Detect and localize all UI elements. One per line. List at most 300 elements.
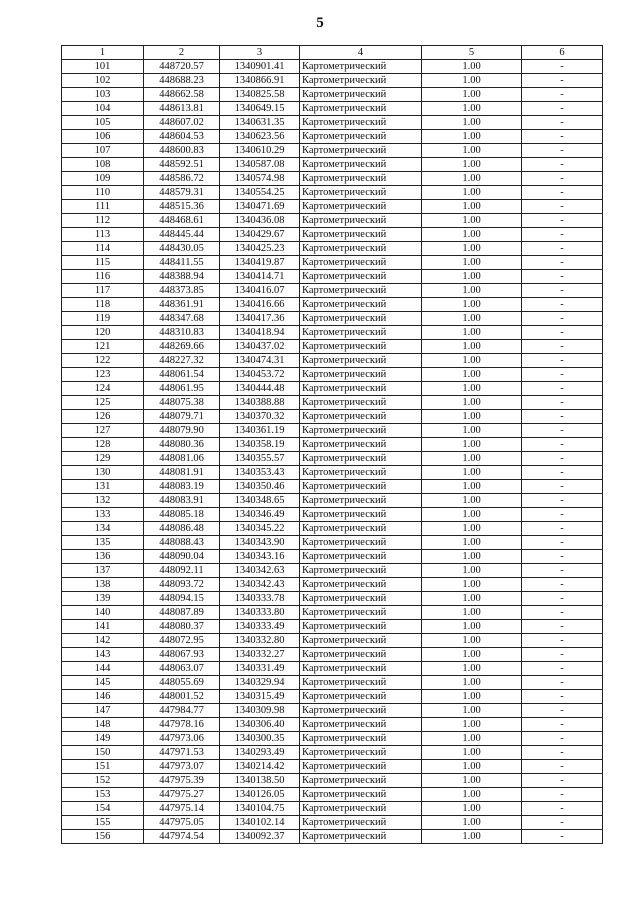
method-cell: Картометрический <box>300 214 422 228</box>
x-coordinate-cell: 448083.91 <box>144 494 220 508</box>
accuracy-cell: 1.00 <box>422 732 522 746</box>
table-row <box>62 102 603 116</box>
y-coordinate-cell: 1340331.49 <box>220 662 300 676</box>
point-number-cell: 118 <box>62 298 144 312</box>
y-coordinate-cell: 1340342.63 <box>220 564 300 578</box>
method-cell: Картометрический <box>300 676 422 690</box>
table-row <box>62 830 603 844</box>
table-row <box>62 228 603 242</box>
accuracy-cell: 1.00 <box>422 802 522 816</box>
x-coordinate-cell: 448085.18 <box>144 508 220 522</box>
note-cell: - <box>522 144 603 158</box>
accuracy-cell: 1.00 <box>422 60 522 74</box>
x-coordinate-cell: 448001.52 <box>144 690 220 704</box>
table-row <box>62 634 603 648</box>
note-cell: - <box>522 648 603 662</box>
note-cell: - <box>522 592 603 606</box>
table-row <box>62 116 603 130</box>
x-coordinate-cell: 448081.06 <box>144 452 220 466</box>
y-coordinate-cell: 1340631.35 <box>220 116 300 130</box>
point-number-cell: 121 <box>62 340 144 354</box>
point-number-cell: 114 <box>62 242 144 256</box>
point-number-cell: 110 <box>62 186 144 200</box>
x-coordinate-cell: 448600.83 <box>144 144 220 158</box>
y-coordinate-cell: 1340293.49 <box>220 746 300 760</box>
note-cell: - <box>522 802 603 816</box>
point-number-cell: 101 <box>62 60 144 74</box>
point-number-cell: 126 <box>62 410 144 424</box>
y-coordinate-cell: 1340345.22 <box>220 522 300 536</box>
method-cell: Картометрический <box>300 746 422 760</box>
point-number-cell: 132 <box>62 494 144 508</box>
table-row <box>62 578 603 592</box>
table-row <box>62 746 603 760</box>
note-cell: - <box>522 284 603 298</box>
accuracy-cell: 1.00 <box>422 522 522 536</box>
note-cell: - <box>522 550 603 564</box>
x-coordinate-cell: 448515.36 <box>144 200 220 214</box>
table-row <box>62 130 603 144</box>
point-number-cell: 140 <box>62 606 144 620</box>
accuracy-cell: 1.00 <box>422 830 522 844</box>
accuracy-cell: 1.00 <box>422 326 522 340</box>
accuracy-cell: 1.00 <box>422 494 522 508</box>
accuracy-cell: 1.00 <box>422 368 522 382</box>
x-coordinate-cell: 448607.02 <box>144 116 220 130</box>
method-cell: Картометрический <box>300 144 422 158</box>
accuracy-cell: 1.00 <box>422 200 522 214</box>
x-coordinate-cell: 447971.53 <box>144 746 220 760</box>
x-coordinate-cell: 448227.32 <box>144 354 220 368</box>
table-row <box>62 424 603 438</box>
table-body <box>62 60 603 844</box>
column-header-1: 1 <box>62 46 144 60</box>
point-number-cell: 137 <box>62 564 144 578</box>
accuracy-cell: 1.00 <box>422 634 522 648</box>
method-cell: Картометрический <box>300 256 422 270</box>
table-row <box>62 802 603 816</box>
table-row <box>62 704 603 718</box>
accuracy-cell: 1.00 <box>422 382 522 396</box>
x-coordinate-cell: 448586.72 <box>144 172 220 186</box>
method-cell: Картометрический <box>300 522 422 536</box>
point-number-cell: 153 <box>62 788 144 802</box>
accuracy-cell: 1.00 <box>422 438 522 452</box>
method-cell: Картометрический <box>300 592 422 606</box>
column-header-5: 5 <box>422 46 522 60</box>
point-number-cell: 138 <box>62 578 144 592</box>
note-cell: - <box>522 172 603 186</box>
point-number-cell: 135 <box>62 536 144 550</box>
note-cell: - <box>522 74 603 88</box>
x-coordinate-cell: 448063.07 <box>144 662 220 676</box>
table-row <box>62 340 603 354</box>
x-coordinate-cell: 448361.91 <box>144 298 220 312</box>
point-number-cell: 120 <box>62 326 144 340</box>
x-coordinate-cell: 448592.51 <box>144 158 220 172</box>
y-coordinate-cell: 1340416.07 <box>220 284 300 298</box>
accuracy-cell: 1.00 <box>422 606 522 620</box>
point-number-cell: 107 <box>62 144 144 158</box>
accuracy-cell: 1.00 <box>422 158 522 172</box>
note-cell: - <box>522 368 603 382</box>
note-cell: - <box>522 438 603 452</box>
x-coordinate-cell: 448373.85 <box>144 284 220 298</box>
accuracy-cell: 1.00 <box>422 774 522 788</box>
point-number-cell: 136 <box>62 550 144 564</box>
point-number-cell: 145 <box>62 676 144 690</box>
table-row <box>62 606 603 620</box>
accuracy-cell: 1.00 <box>422 102 522 116</box>
point-number-cell: 103 <box>62 88 144 102</box>
x-coordinate-cell: 448061.54 <box>144 368 220 382</box>
method-cell: Картометрический <box>300 172 422 186</box>
y-coordinate-cell: 1340333.49 <box>220 620 300 634</box>
accuracy-cell: 1.00 <box>422 788 522 802</box>
point-number-cell: 131 <box>62 480 144 494</box>
table-row <box>62 592 603 606</box>
table-row <box>62 172 603 186</box>
method-cell: Картометрический <box>300 452 422 466</box>
y-coordinate-cell: 1340419.87 <box>220 256 300 270</box>
point-number-cell: 127 <box>62 424 144 438</box>
method-cell: Картометрический <box>300 788 422 802</box>
y-coordinate-cell: 1340342.43 <box>220 578 300 592</box>
y-coordinate-cell: 1340346.49 <box>220 508 300 522</box>
y-coordinate-cell: 1340126.05 <box>220 788 300 802</box>
accuracy-cell: 1.00 <box>422 186 522 200</box>
table-row <box>62 60 603 74</box>
column-header-3: 3 <box>220 46 300 60</box>
method-cell: Картометрический <box>300 578 422 592</box>
accuracy-cell: 1.00 <box>422 662 522 676</box>
method-cell: Картометрический <box>300 326 422 340</box>
accuracy-cell: 1.00 <box>422 284 522 298</box>
table-row <box>62 298 603 312</box>
note-cell: - <box>522 718 603 732</box>
note-cell: - <box>522 60 603 74</box>
y-coordinate-cell: 1340361.19 <box>220 424 300 438</box>
y-coordinate-cell: 1340429.67 <box>220 228 300 242</box>
table-row <box>62 620 603 634</box>
point-number-cell: 133 <box>62 508 144 522</box>
note-cell: - <box>522 774 603 788</box>
method-cell: Картометрический <box>300 88 422 102</box>
x-coordinate-cell: 448081.91 <box>144 466 220 480</box>
note-cell: - <box>522 760 603 774</box>
note-cell: - <box>522 214 603 228</box>
y-coordinate-cell: 1340444.48 <box>220 382 300 396</box>
note-cell: - <box>522 690 603 704</box>
note-cell: - <box>522 382 603 396</box>
table-row <box>62 144 603 158</box>
note-cell: - <box>522 466 603 480</box>
method-cell: Картометрический <box>300 466 422 480</box>
point-number-cell: 116 <box>62 270 144 284</box>
table-row <box>62 438 603 452</box>
point-number-cell: 141 <box>62 620 144 634</box>
x-coordinate-cell: 448080.37 <box>144 620 220 634</box>
point-number-cell: 134 <box>62 522 144 536</box>
y-coordinate-cell: 1340306.40 <box>220 718 300 732</box>
y-coordinate-cell: 1340370.32 <box>220 410 300 424</box>
point-number-cell: 115 <box>62 256 144 270</box>
note-cell: - <box>522 200 603 214</box>
accuracy-cell: 1.00 <box>422 130 522 144</box>
table-row <box>62 494 603 508</box>
x-coordinate-cell: 448072.95 <box>144 634 220 648</box>
note-cell: - <box>522 830 603 844</box>
x-coordinate-cell: 448093.72 <box>144 578 220 592</box>
accuracy-cell: 1.00 <box>422 312 522 326</box>
y-coordinate-cell: 1340355.57 <box>220 452 300 466</box>
note-cell: - <box>522 704 603 718</box>
note-cell: - <box>522 424 603 438</box>
x-coordinate-cell: 448720.57 <box>144 60 220 74</box>
method-cell: Картометрический <box>300 480 422 494</box>
point-number-cell: 113 <box>62 228 144 242</box>
y-coordinate-cell: 1340332.80 <box>220 634 300 648</box>
method-cell: Картометрический <box>300 564 422 578</box>
method-cell: Картометрический <box>300 830 422 844</box>
accuracy-cell: 1.00 <box>422 116 522 130</box>
note-cell: - <box>522 396 603 410</box>
y-coordinate-cell: 1340436.08 <box>220 214 300 228</box>
table-row <box>62 718 603 732</box>
method-cell: Картометрический <box>300 116 422 130</box>
accuracy-cell: 1.00 <box>422 410 522 424</box>
table-row <box>62 466 603 480</box>
x-coordinate-cell: 448688.23 <box>144 74 220 88</box>
table-row <box>62 242 603 256</box>
point-number-cell: 122 <box>62 354 144 368</box>
y-coordinate-cell: 1340329.94 <box>220 676 300 690</box>
x-coordinate-cell: 448080.36 <box>144 438 220 452</box>
method-cell: Картометрический <box>300 606 422 620</box>
x-coordinate-cell: 448310.83 <box>144 326 220 340</box>
table-row <box>62 676 603 690</box>
method-cell: Картометрический <box>300 60 422 74</box>
note-cell: - <box>522 480 603 494</box>
accuracy-cell: 1.00 <box>422 228 522 242</box>
y-coordinate-cell: 1340358.19 <box>220 438 300 452</box>
accuracy-cell: 1.00 <box>422 242 522 256</box>
point-number-cell: 124 <box>62 382 144 396</box>
x-coordinate-cell: 448087.89 <box>144 606 220 620</box>
note-cell: - <box>522 326 603 340</box>
note-cell: - <box>522 256 603 270</box>
y-coordinate-cell: 1340825.58 <box>220 88 300 102</box>
note-cell: - <box>522 228 603 242</box>
x-coordinate-cell: 448269.66 <box>144 340 220 354</box>
y-coordinate-cell: 1340300.35 <box>220 732 300 746</box>
point-number-cell: 152 <box>62 774 144 788</box>
method-cell: Картометрический <box>300 704 422 718</box>
point-number-cell: 148 <box>62 718 144 732</box>
x-coordinate-cell: 447973.06 <box>144 732 220 746</box>
y-coordinate-cell: 1340348.65 <box>220 494 300 508</box>
point-number-cell: 109 <box>62 172 144 186</box>
method-cell: Картометрический <box>300 536 422 550</box>
y-coordinate-cell: 1340574.98 <box>220 172 300 186</box>
table-row <box>62 284 603 298</box>
point-number-cell: 119 <box>62 312 144 326</box>
accuracy-cell: 1.00 <box>422 578 522 592</box>
point-number-cell: 147 <box>62 704 144 718</box>
note-cell: - <box>522 312 603 326</box>
table-row <box>62 382 603 396</box>
method-cell: Картометрический <box>300 340 422 354</box>
point-number-cell: 111 <box>62 200 144 214</box>
x-coordinate-cell: 448083.19 <box>144 480 220 494</box>
note-cell: - <box>522 158 603 172</box>
x-coordinate-cell: 447974.54 <box>144 830 220 844</box>
x-coordinate-cell: 448604.53 <box>144 130 220 144</box>
note-cell: - <box>522 354 603 368</box>
method-cell: Картометрический <box>300 298 422 312</box>
y-coordinate-cell: 1340092.37 <box>220 830 300 844</box>
table-row <box>62 312 603 326</box>
accuracy-cell: 1.00 <box>422 676 522 690</box>
point-number-cell: 117 <box>62 284 144 298</box>
method-cell: Картометрический <box>300 774 422 788</box>
y-coordinate-cell: 1340453.72 <box>220 368 300 382</box>
y-coordinate-cell: 1340418.94 <box>220 326 300 340</box>
y-coordinate-cell: 1340138.50 <box>220 774 300 788</box>
method-cell: Картометрический <box>300 242 422 256</box>
accuracy-cell: 1.00 <box>422 746 522 760</box>
method-cell: Картометрический <box>300 354 422 368</box>
x-coordinate-cell: 448079.90 <box>144 424 220 438</box>
point-number-cell: 155 <box>62 816 144 830</box>
y-coordinate-cell: 1340214.42 <box>220 760 300 774</box>
table-row <box>62 256 603 270</box>
x-coordinate-cell: 448445.44 <box>144 228 220 242</box>
x-coordinate-cell: 448079.71 <box>144 410 220 424</box>
x-coordinate-cell: 448086.48 <box>144 522 220 536</box>
point-number-cell: 142 <box>62 634 144 648</box>
point-number-cell: 149 <box>62 732 144 746</box>
x-coordinate-cell: 448662.58 <box>144 88 220 102</box>
accuracy-cell: 1.00 <box>422 270 522 284</box>
note-cell: - <box>522 634 603 648</box>
point-number-cell: 128 <box>62 438 144 452</box>
note-cell: - <box>522 564 603 578</box>
x-coordinate-cell: 448092.11 <box>144 564 220 578</box>
point-number-cell: 154 <box>62 802 144 816</box>
x-coordinate-cell: 448088.43 <box>144 536 220 550</box>
note-cell: - <box>522 452 603 466</box>
accuracy-cell: 1.00 <box>422 172 522 186</box>
method-cell: Картометрический <box>300 760 422 774</box>
table-row <box>62 480 603 494</box>
point-number-cell: 123 <box>62 368 144 382</box>
method-cell: Картометрический <box>300 368 422 382</box>
note-cell: - <box>522 130 603 144</box>
x-coordinate-cell: 448411.55 <box>144 256 220 270</box>
note-cell: - <box>522 536 603 550</box>
note-cell: - <box>522 340 603 354</box>
x-coordinate-cell: 448468.61 <box>144 214 220 228</box>
accuracy-cell: 1.00 <box>422 88 522 102</box>
page-number: 5 <box>316 15 324 31</box>
note-cell: - <box>522 620 603 634</box>
method-cell: Картометрический <box>300 396 422 410</box>
table-row <box>62 452 603 466</box>
point-number-cell: 146 <box>62 690 144 704</box>
point-number-cell: 139 <box>62 592 144 606</box>
method-cell: Картометрический <box>300 690 422 704</box>
column-header-2: 2 <box>144 46 220 60</box>
method-cell: Картометрический <box>300 802 422 816</box>
accuracy-cell: 1.00 <box>422 508 522 522</box>
table-row <box>62 186 603 200</box>
y-coordinate-cell: 1340333.78 <box>220 592 300 606</box>
method-cell: Картометрический <box>300 270 422 284</box>
method-cell: Картометрический <box>300 620 422 634</box>
x-coordinate-cell: 447975.14 <box>144 802 220 816</box>
table-row <box>62 214 603 228</box>
point-number-cell: 125 <box>62 396 144 410</box>
x-coordinate-cell: 448061.95 <box>144 382 220 396</box>
table-row <box>62 760 603 774</box>
method-cell: Картометрический <box>300 648 422 662</box>
method-cell: Картометрический <box>300 634 422 648</box>
method-cell: Картометрический <box>300 550 422 564</box>
point-number-cell: 104 <box>62 102 144 116</box>
y-coordinate-cell: 1340623.56 <box>220 130 300 144</box>
point-number-cell: 151 <box>62 760 144 774</box>
accuracy-cell: 1.00 <box>422 256 522 270</box>
table-row <box>62 74 603 88</box>
note-cell: - <box>522 662 603 676</box>
table-row <box>62 410 603 424</box>
y-coordinate-cell: 1340474.31 <box>220 354 300 368</box>
accuracy-cell: 1.00 <box>422 74 522 88</box>
point-number-cell: 144 <box>62 662 144 676</box>
table-row <box>62 648 603 662</box>
note-cell: - <box>522 676 603 690</box>
table-row <box>62 550 603 564</box>
coordinates-table <box>61 45 603 844</box>
y-coordinate-cell: 1340343.90 <box>220 536 300 550</box>
method-cell: Картометрический <box>300 494 422 508</box>
accuracy-cell: 1.00 <box>422 396 522 410</box>
table-row <box>62 690 603 704</box>
y-coordinate-cell: 1340587.08 <box>220 158 300 172</box>
note-cell: - <box>522 494 603 508</box>
table-row <box>62 732 603 746</box>
y-coordinate-cell: 1340554.25 <box>220 186 300 200</box>
y-coordinate-cell: 1340333.80 <box>220 606 300 620</box>
y-coordinate-cell: 1340901.41 <box>220 60 300 74</box>
note-cell: - <box>522 606 603 620</box>
column-header-6: 6 <box>522 46 603 60</box>
accuracy-cell: 1.00 <box>422 144 522 158</box>
x-coordinate-cell: 448347.68 <box>144 312 220 326</box>
note-cell: - <box>522 186 603 200</box>
point-number-cell: 105 <box>62 116 144 130</box>
table-row <box>62 816 603 830</box>
method-cell: Картометрический <box>300 130 422 144</box>
note-cell: - <box>522 788 603 802</box>
method-cell: Картометрический <box>300 424 422 438</box>
point-number-cell: 150 <box>62 746 144 760</box>
y-coordinate-cell: 1340416.66 <box>220 298 300 312</box>
x-coordinate-cell: 447975.05 <box>144 816 220 830</box>
x-coordinate-cell: 448090.04 <box>144 550 220 564</box>
table-row <box>62 522 603 536</box>
